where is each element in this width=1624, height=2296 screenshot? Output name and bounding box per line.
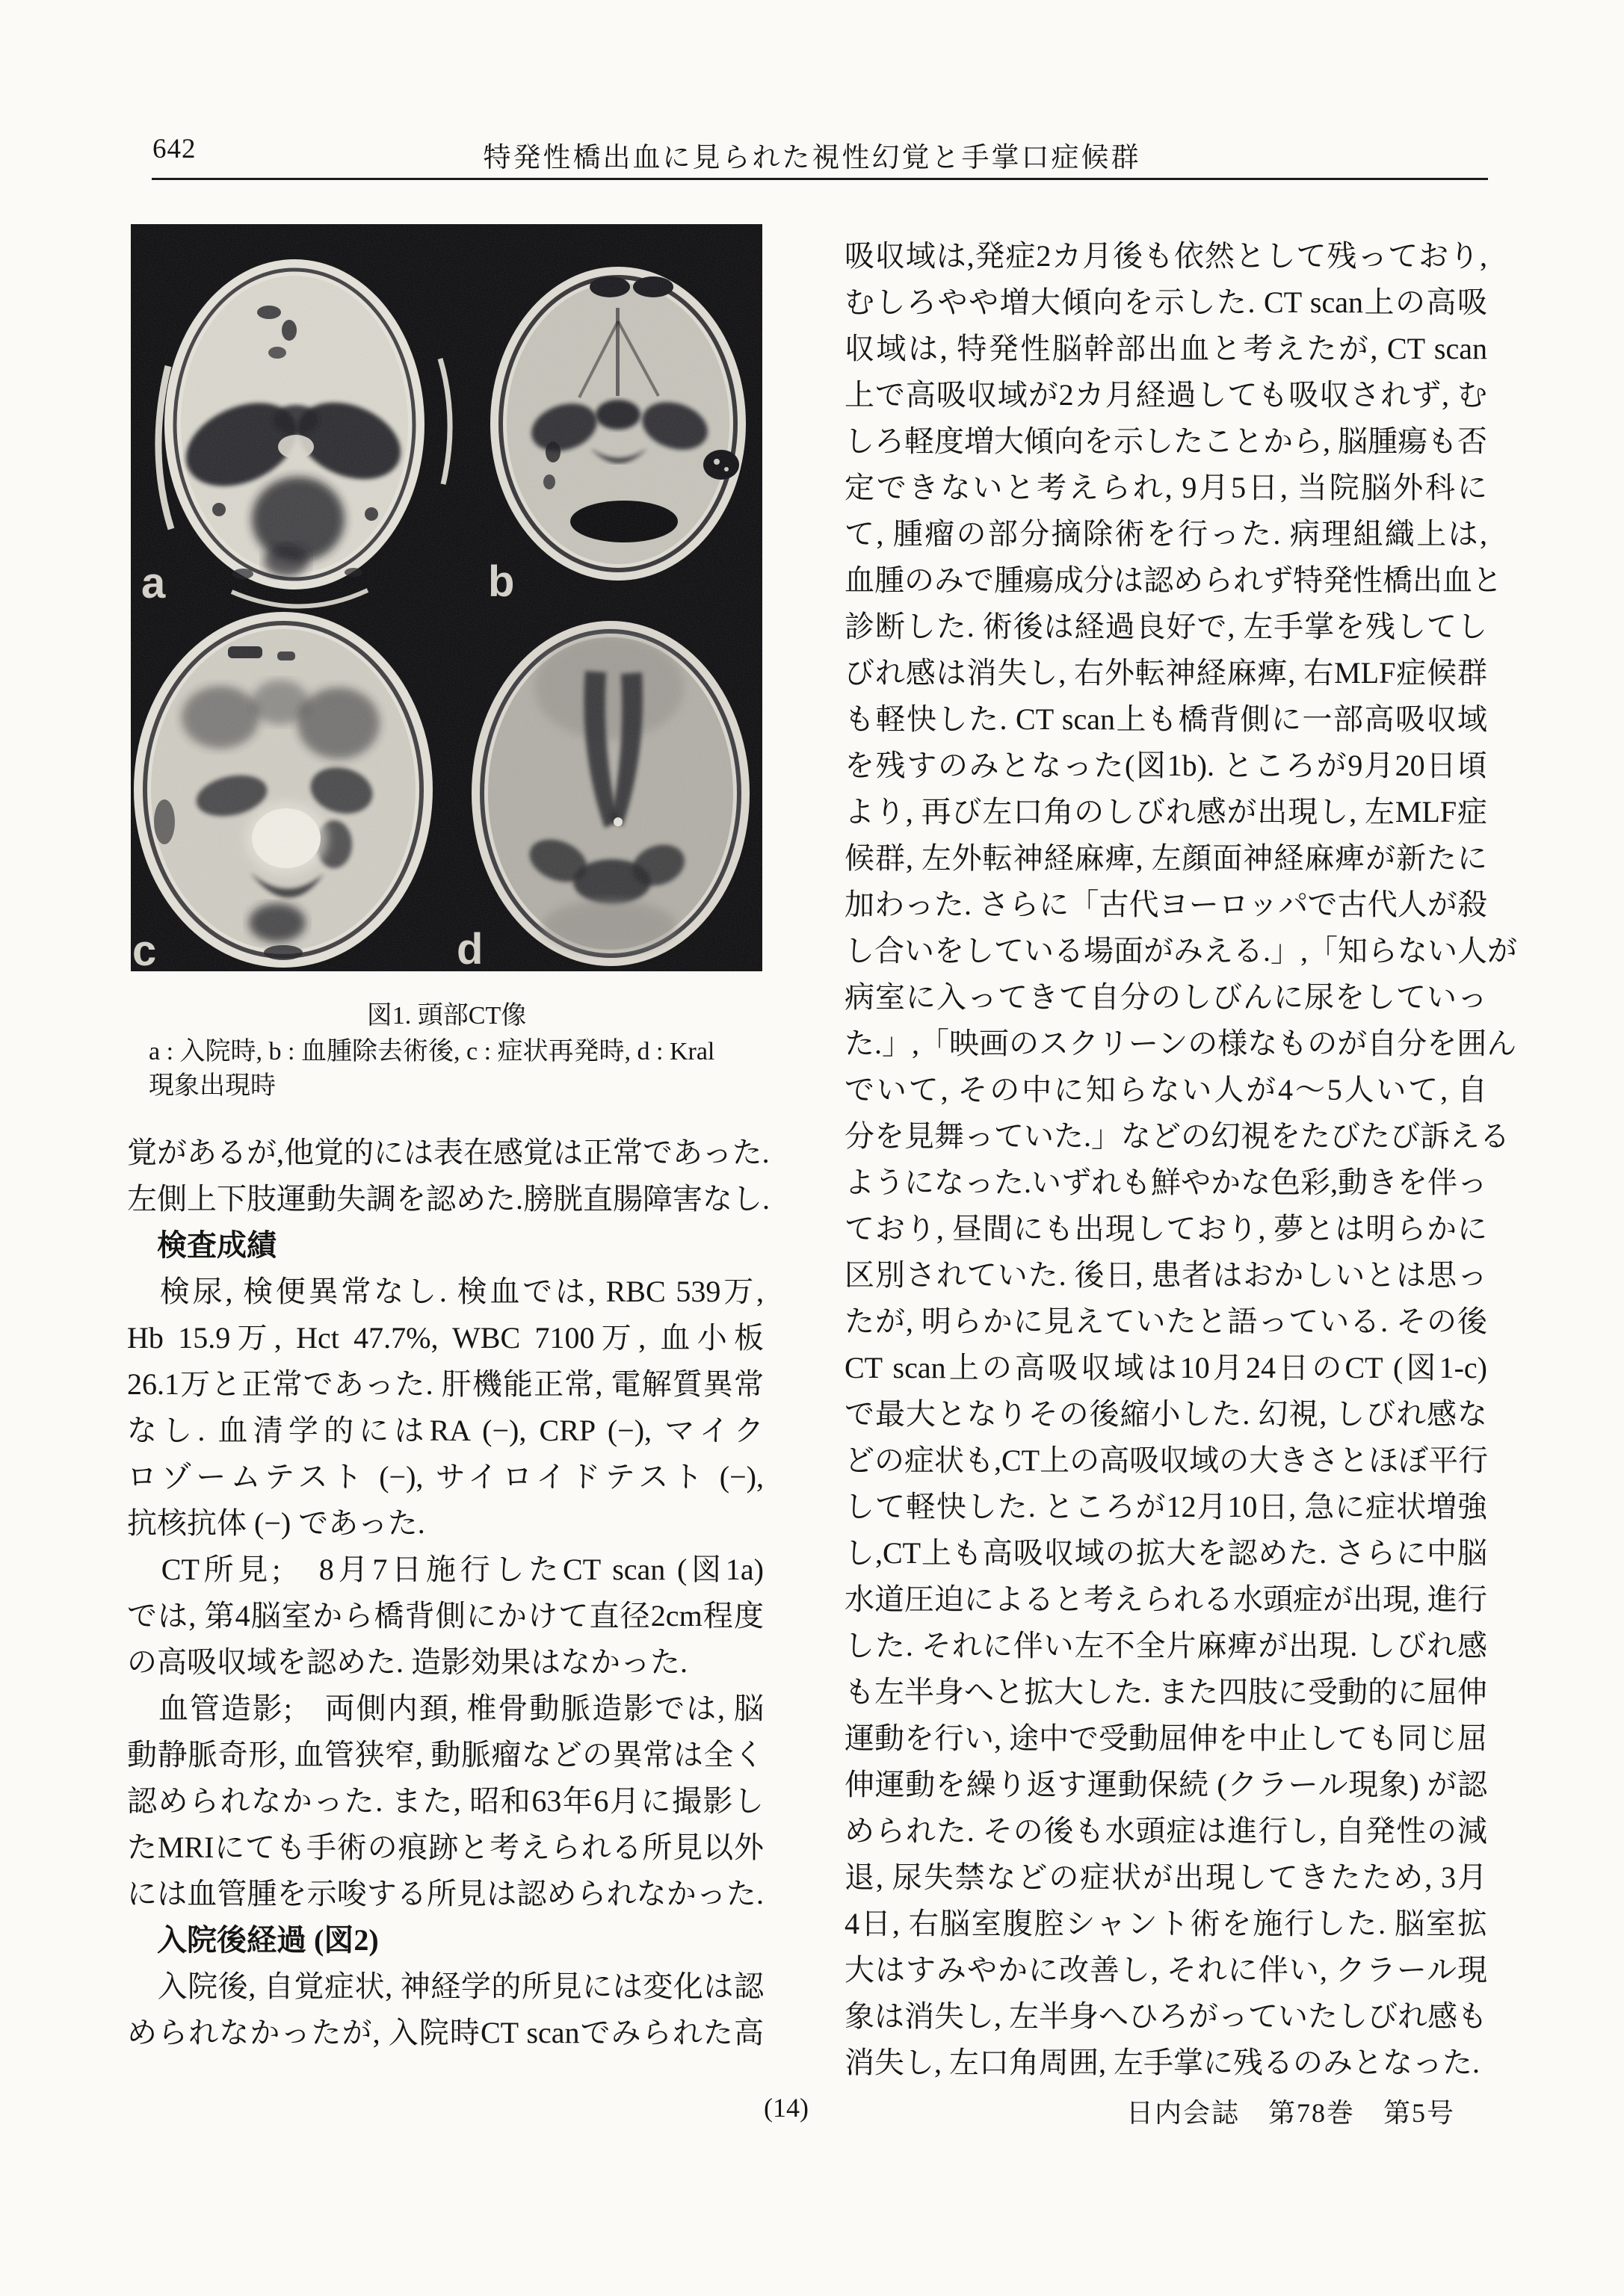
text-line: ようになった.いずれも鮮やかな色彩,動きを伴っ <box>845 1166 1487 1199</box>
text-line: びれ感は消失し, 右外転神経麻痺, 右MLF症候群 <box>845 656 1487 690</box>
text-line: Hb 15.9万, Hct 47.7%, WBC 7100万, 血小板 <box>127 1321 764 1355</box>
right-column <box>845 233 1517 2086</box>
text-line: 左側上下肢運動失調を認めた.膀胱直腸障害なし. <box>127 1182 770 1216</box>
text-line: の高吸収域を認めた. 造影効果はなかった. <box>127 1645 688 1679</box>
footer-journal-citation: 日内会誌 第78巻 第5号 <box>1126 2098 1455 2128</box>
text-line: 区別されていた. 後日, 患者はおかしいとは思っ <box>845 1258 1487 1292</box>
text-line: 血管造影; 両側内頚, 椎骨動脈造影では, 脳 <box>127 1692 764 1725</box>
text-line: 診断した. 術後は経過良好で, 左手掌を残してし <box>845 610 1487 643</box>
text-line: 分を見舞っていた.」などの幻視をたびたび訴える <box>845 1119 1510 1153</box>
text-line: CT所見; 8月7日施行したCT scan (図1a) <box>127 1553 764 1586</box>
text-line: 上で高吸収域が2カ月経過しても吸収されず, む <box>845 378 1487 412</box>
text-line: 抗核抗体 (−) であった. <box>127 1506 425 1540</box>
figure-caption-line-1: a : 入院時, b : 血腫除去術後, c : 症状再発時, d : Kral <box>149 1038 715 1065</box>
text-line: 象は消失し, 左半身へひろがっていたしびれ感も <box>845 1999 1487 2033</box>
text-line: 入院後, 自覚症状, 神経学的所見には変化は認 <box>127 1969 764 2003</box>
text-line: 加わった. さらに「古代ヨーロッパで古代人が殺 <box>845 888 1487 921</box>
text-line: められた. その後も水頭症は進行し, 自発性の減 <box>845 1814 1487 1848</box>
text-line: 大はすみやかに改善し, それに伴い, クラール現 <box>845 1953 1487 1987</box>
text-line: し,CT上も高吸収域の拡大を認めた. さらに中脳 <box>845 1536 1487 1570</box>
text-line: 定できないと考えられ, 9月5日, 当院脳外科に <box>845 471 1487 504</box>
text-line: 認められなかった. また, 昭和63年6月に撮影し <box>127 1784 764 1818</box>
text-line: 伸運動を繰り返す運動保続 (クラール現象) が認 <box>845 1768 1487 1801</box>
text-line: 収域は, 特発性脳幹部出血と考えたが, CT scan <box>845 332 1487 365</box>
text-line: 動静脈奇形, 血管狭窄, 動脈瘤などの異常は全く <box>127 1738 764 1771</box>
text-line: 運動を行い, 途中で受動屈伸を中止しても同じ屈 <box>845 1721 1487 1755</box>
text-line: められなかったが, 入院時CT scanでみられた高 <box>127 2016 764 2049</box>
header-title: 特発性橋出血に見られた視性幻覚と手掌口症候群 <box>483 143 1141 173</box>
text-line: 4日, 右脳室腹腔シャント術を施行した. 脳室拡 <box>845 1907 1487 1940</box>
text-line: も左半身へと拡大した. また四肢に受動的に屈伸 <box>845 1675 1487 1709</box>
text-line: して軽快した. ところが12月10日, 急に症状増強 <box>845 1490 1487 1523</box>
film-grain <box>131 224 762 971</box>
text-line: どの症状も,CT上の高吸収域の大きさとほぼ平行 <box>845 1443 1489 1477</box>
text-line: では, 第4脳室から橋背側にかけて直径2cm程度 <box>127 1599 764 1633</box>
text-line: たMRIにても手術の痕跡と考えられる所見以外 <box>127 1831 764 1864</box>
text-line: には血管腫を示唆する所見は認められなかった. <box>127 1877 764 1910</box>
text-line: し合いをしている場面がみえる.」,「知らない人が <box>845 934 1517 968</box>
text-line: でいて, その中に知らない人が4～5人いて, 自 <box>845 1073 1487 1107</box>
text-line: た.」,「映画のスクリーンの様なものが自分を囲ん <box>845 1027 1517 1060</box>
figure-caption-line-2: 現象出現時 <box>149 1072 276 1100</box>
left-column <box>127 1130 770 2056</box>
text-line: CT scan上の高吸収域は10月24日のCT (図1-c) <box>845 1351 1487 1384</box>
text-line: 候群, 左外転神経麻痺, 左顔面神経麻痺が新たに <box>845 841 1487 875</box>
footer-page-number: (14) <box>764 2093 809 2123</box>
text-line: 26.1万と正常であった. 肝機能正常, 電解質異常 <box>127 1367 764 1401</box>
text-line: 消失し, 左口角周囲, 左手掌に残るのみとなった. <box>845 2046 1480 2079</box>
text-line: 血腫のみで腫瘍成分は認められず特発性橋出血と <box>845 563 1502 597</box>
text-line: も軽快した. CT scan上も橋背側に一部高吸収域 <box>845 702 1487 736</box>
figure-caption-title: 図1. 頭部CT像 <box>366 1002 527 1030</box>
text-line: ており, 昼間にも出現しており, 夢とは明らかに <box>845 1212 1487 1246</box>
text-line: を残すのみとなった(図1b). ところが9月20日頃 <box>845 749 1487 782</box>
text-line: で最大となりその後縮小した. 幻視, しびれ感な <box>845 1397 1487 1431</box>
ct-label-c: c <box>132 926 157 971</box>
ct-label-b: b <box>488 557 515 606</box>
ct-figure <box>131 224 762 971</box>
text-line: ロゾームテスト (−), サイロイドテスト (−), <box>127 1460 764 1494</box>
text-line: なし. 血清学的にはRA (−), CRP (−), マイク <box>127 1414 764 1447</box>
text-line: 退, 尿失禁などの症状が出現してきたため, 3月 <box>845 1860 1487 1894</box>
section-heading-hospital-course: 入院後経過 (図2) <box>127 1923 379 1957</box>
text-line: 検尿, 検便異常なし. 検血では, RBC 539万, <box>127 1275 764 1308</box>
ct-label-a: a <box>141 559 166 607</box>
text-line: より, 再び左口角のしびれ感が出現し, 左MLF症 <box>845 795 1487 829</box>
text-line: て, 腫瘤の部分摘除術を行った. 病理組織上は, <box>845 517 1487 551</box>
text-line: 覚があるが,他覚的には表在感覚は正常であった. <box>127 1136 770 1169</box>
text-line: 吸収域は,発症2カ月後も依然として残っており, <box>845 239 1487 273</box>
header-page-number: 642 <box>152 134 197 164</box>
header-rule <box>152 178 1488 180</box>
text-line: むしろやや増大傾向を示した. CT scan上の高吸 <box>845 285 1487 319</box>
text-line: しろ軽度増大傾向を示したことから, 脳腫瘍も否 <box>845 424 1487 458</box>
text-line: たが, 明らかに見えていたと語っている. その後 <box>845 1305 1487 1338</box>
ct-label-d: d <box>457 925 484 971</box>
text-line: 病室に入ってきて自分のしびんに尿をしていっ <box>845 980 1487 1014</box>
text-line: した. それに伴い左不全片麻痺が出現. しびれ感 <box>845 1629 1487 1662</box>
text-line: 水道圧迫によると考えられる水頭症が出現, 進行 <box>845 1582 1487 1616</box>
section-heading-lab-results: 検査成績 <box>127 1228 277 1262</box>
